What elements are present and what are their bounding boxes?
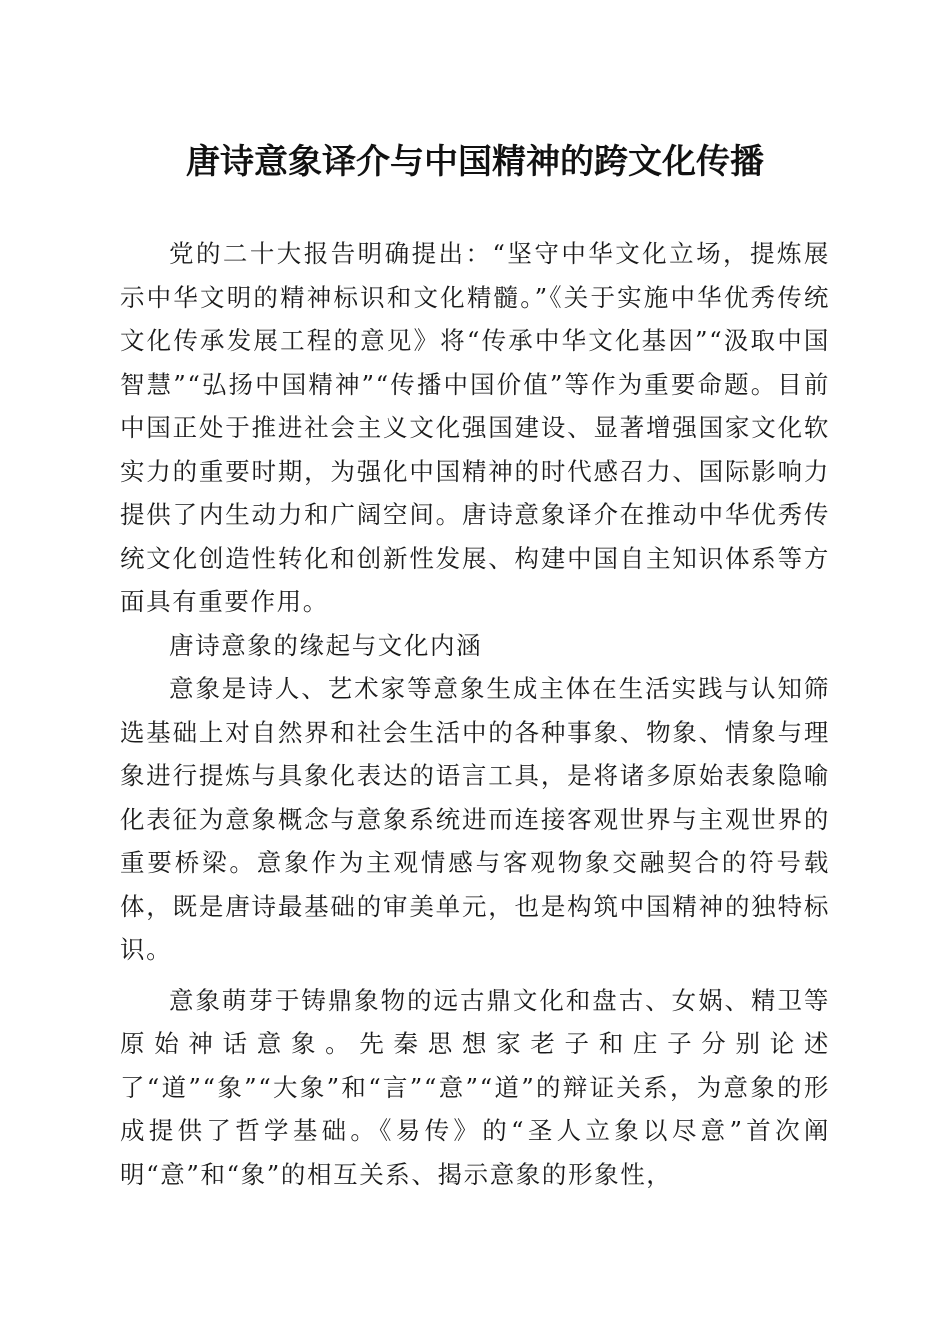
document-body — [120, 232, 830, 1196]
paragraph-intro: 党的二十大报告明确提出：“坚守中华文化立场，提炼展示中华文明的精神标识和文化精髓。”《关于实施中华优秀传统文化传承发展工程的意见》将“传承中华文化基因”“汲取中国智慧”“弘扬中国精神”“传播中国价值”等作为重要命题。目前中国正处于推进社会主义文化强国建设、显著增强国家文化软实力的重要时期，为强化中国精神的时代感召力、国际影响力提供了内生动力和广阔空间。唐诗意象译介在推动中华优秀传统文化创造性转化和创新性发展、构建中国自主知识体系等方面具有重要作用。 — [120, 239, 830, 616]
section-heading: 唐诗意象的缘起与文化内涵 — [169, 630, 483, 660]
paragraph-definition: 意象是诗人、艺术家等意象生成主体在生活实践与认知筛选基础上对自然界和社会生活中的各种事象、物象、情象与理象进行提炼与具象化表达的语言工具，是将诸多原始表象隐喻化表征为意象概念与意象系统进而连接客观世界与主观世界的重要桥梁。意象作为主观情感与客观物象交融契合的符号载体，既是唐诗最基础的审美单元，也是构筑中国精神的独特标识。 — [120, 674, 830, 964]
paragraph-origin: 意象萌芽于铸鼎象物的远古鼎文化和盘古、女娲、精卫等原始神话意象。先秦思想家老子和庄子分别论述了“道”“象”“大象”和“言”“意”“道”的辩证关系，为意象的形成提供了哲学基础。《易传》的“圣人立象以尽意”首次阐明“意”和“象”的相互关系、揭示意象的形象性， — [120, 985, 830, 1189]
document-title: 唐诗意象译介与中国精神的跨文化传播 — [186, 142, 764, 182]
